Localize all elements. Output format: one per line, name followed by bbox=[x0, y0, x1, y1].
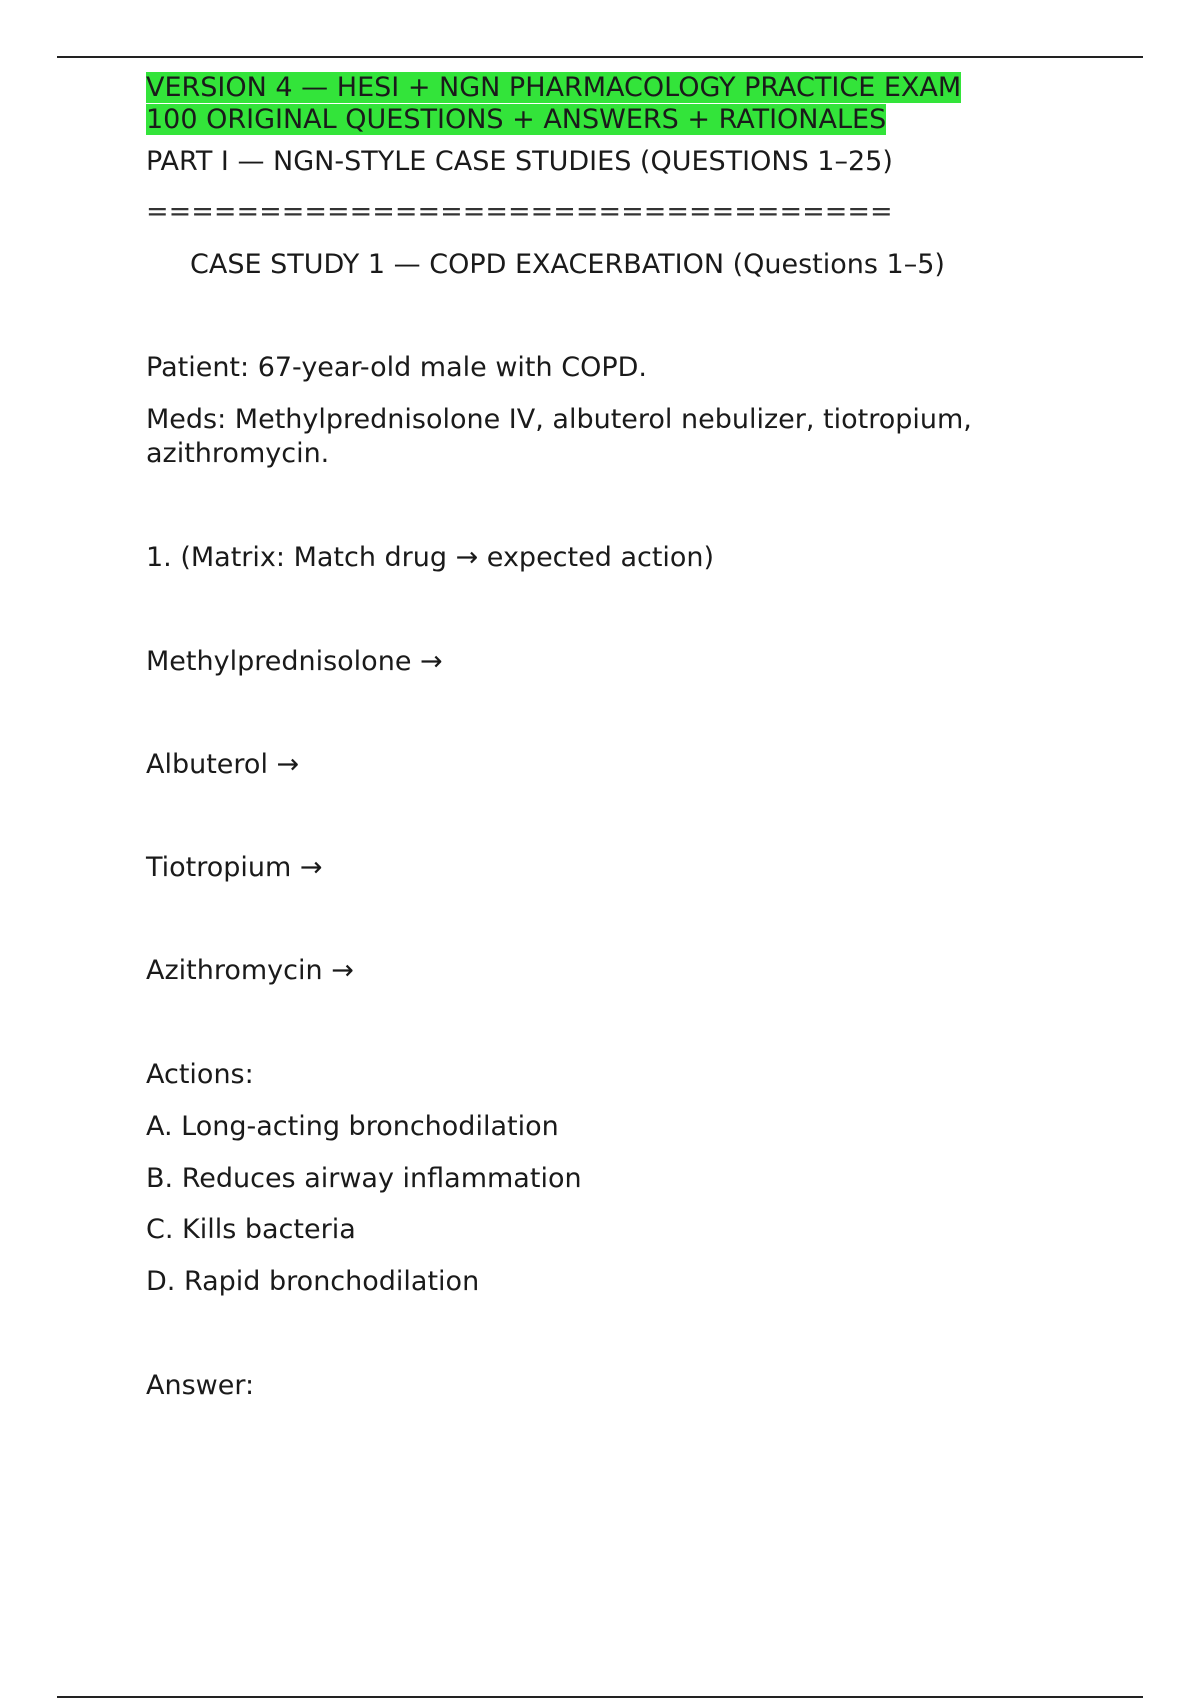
drug-item: Albuterol → bbox=[146, 749, 300, 780]
action-option: B. Reduces airway inflammation bbox=[146, 1163, 582, 1194]
exam-title bbox=[146, 72, 1046, 136]
patient-info: Patient: 67-year-old male with COPD. bbox=[146, 352, 647, 383]
title-line-1: VERSION 4 — HESI + NGN PHARMACOLOGY PRACTICE EXAM bbox=[146, 72, 962, 103]
title-line-2: 100 ORIGINAL QUESTIONS + ANSWERS + RATIONALES bbox=[146, 104, 887, 135]
drug-item: Tiotropium → bbox=[146, 852, 323, 883]
actions-label: Actions: bbox=[146, 1059, 254, 1090]
drug-item: Azithromycin → bbox=[146, 955, 354, 986]
part-heading: PART I — NGN-STYLE CASE STUDIES (QUESTIONS 1–25) bbox=[146, 146, 893, 177]
case-study-title: CASE STUDY 1 — COPD EXACERBATION (Questions 1–5) bbox=[190, 249, 945, 280]
section-divider: ================================= bbox=[146, 196, 893, 227]
question-1-prompt: 1. (Matrix: Match drug → expected action) bbox=[146, 542, 715, 573]
bottom-rule bbox=[57, 1696, 1143, 1698]
action-option: A. Long-acting bronchodilation bbox=[146, 1111, 559, 1142]
action-option: D. Rapid bronchodilation bbox=[146, 1266, 480, 1297]
drug-item: Methylprednisolone → bbox=[146, 646, 443, 677]
answer-label: Answer: bbox=[146, 1370, 255, 1401]
top-rule bbox=[57, 56, 1143, 58]
medications-info: Meds: Methylprednisolone IV, albuterol nebulizer, tiotropium, azithromycin. bbox=[146, 404, 972, 469]
action-option: C. Kills bacteria bbox=[146, 1214, 356, 1245]
